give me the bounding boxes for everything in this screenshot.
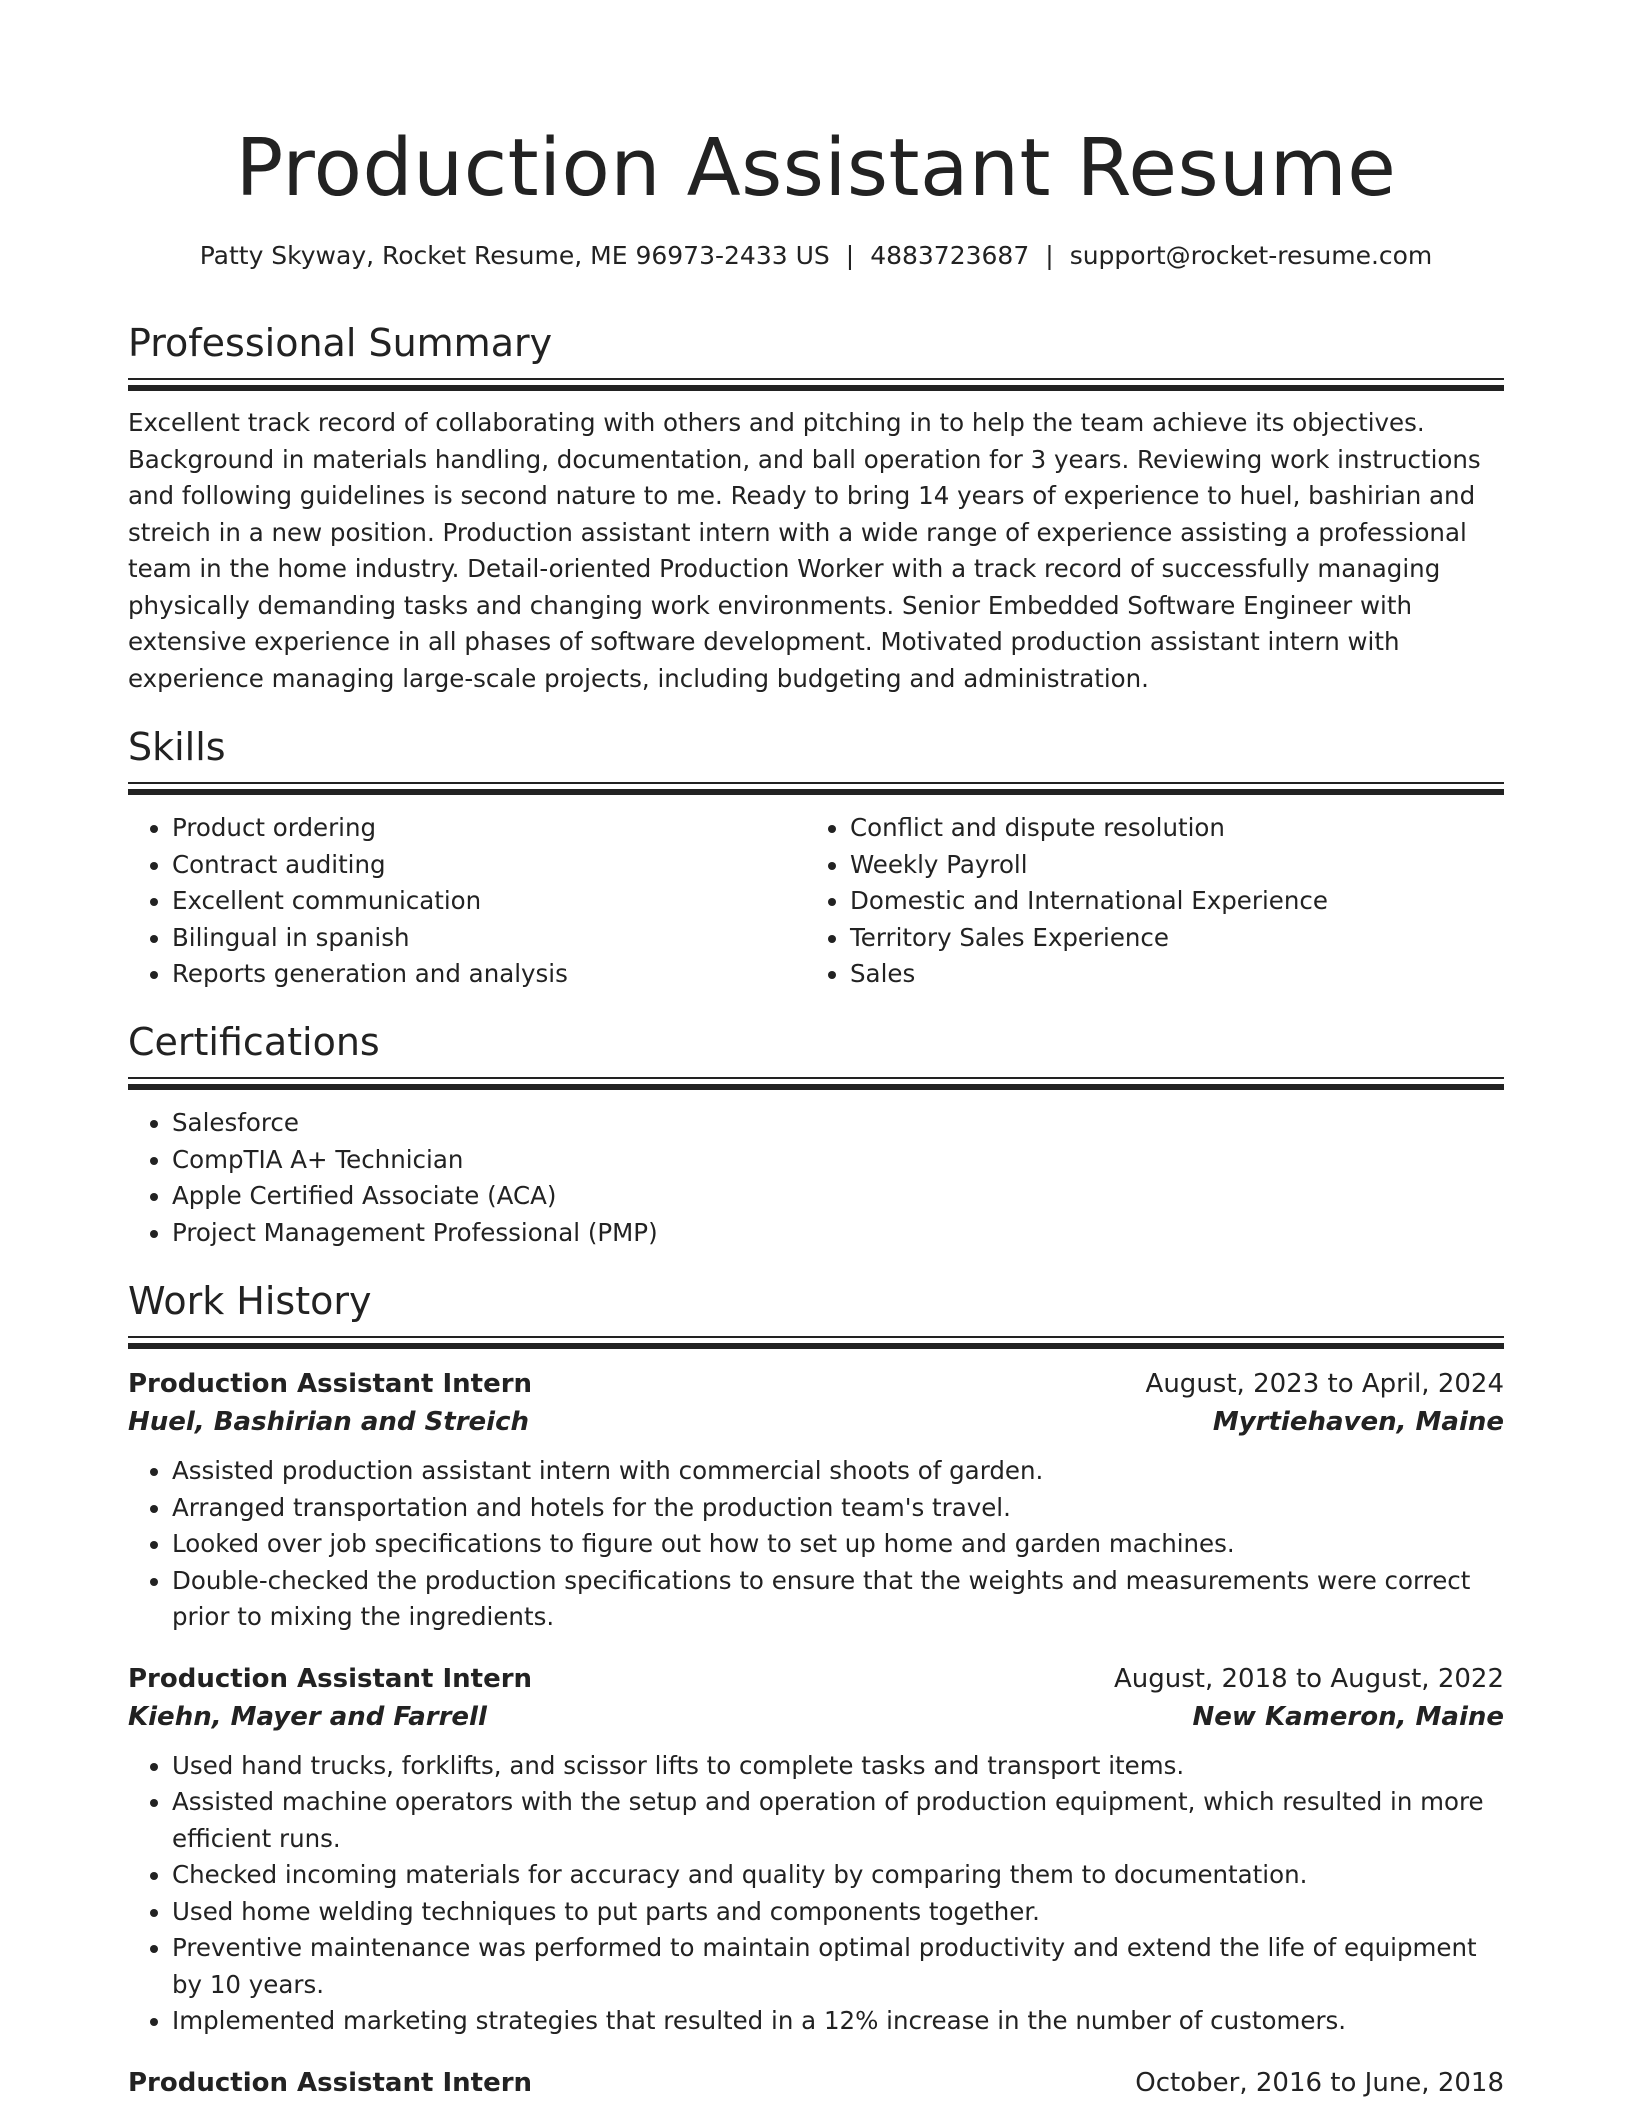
skill-item: • Domestic and International Experience xyxy=(850,883,1484,920)
job-location: New Kameron, Maine xyxy=(1192,1701,1504,1732)
skill-item: • Product ordering xyxy=(172,810,806,847)
skill-item: • Weekly Payroll xyxy=(850,847,1484,884)
job-bullet: • Used home welding techniques to put parts and components together. xyxy=(172,1894,1504,1931)
skill-item: • Contract auditing xyxy=(172,847,806,884)
certification-item: • Project Management Professional (PMP) xyxy=(172,1215,1504,1252)
section-heading: Skills xyxy=(128,725,226,769)
job-title: Production Assistant Intern xyxy=(128,1663,533,1694)
job-bullet: • Assisted production assistant intern with commercial shoots of garden. xyxy=(172,1453,1504,1490)
job-bullet-list xyxy=(128,1453,1504,1636)
job-bullet: • Implemented marketing strategies that resulted in a 12% increase in the number of customers. xyxy=(172,2003,1504,2040)
section-divider xyxy=(128,1077,1504,1092)
certifications-section xyxy=(128,1017,1504,1251)
certification-item: • CompTIA A+ Technician xyxy=(172,1142,1504,1179)
contact-separator: | xyxy=(1045,241,1054,270)
job-bullet: • Checked incoming materials for accuracy and quality by comparing them to documentation. xyxy=(172,1857,1504,1894)
skills-list-right xyxy=(806,810,1484,993)
job-title: Production Assistant Intern xyxy=(128,1369,533,1399)
summary-text: Excellent track record of collaborating with others and pitching in to help the team achieve its objectives. Background in materials handling, documentation, and ball operation for 3 years. Reviewing work instructions and following guidelines is second nature to me. Ready to bring 14 years of experience to huel, bashirian and streich in a new position. Production assistant intern with a wide range of experience assisting a professional team in the home industry. Detail-oriented Production Worker with a track record of successfully managing physically demanding tasks and changing work environments. Senior Embedded Software Engineer with extensive experience in all phases of software development. Motivated production assistant intern with experience managing large-scale projects, including budgeting and administration. xyxy=(128,408,1481,693)
summary-section xyxy=(128,318,1504,697)
contact-email: support@rocket-resume.com xyxy=(1069,241,1433,270)
job-bullet: • Assisted machine operators with the setup and operation of production equipment, which resulted in more efficient runs. xyxy=(172,1784,1504,1857)
contact-line xyxy=(128,238,1504,274)
job-entry xyxy=(128,1660,1504,2040)
job-bullet: • Arranged transportation and hotels for the production team's travel. xyxy=(172,1490,1504,1527)
skills-list-left xyxy=(128,810,806,993)
skill-item: • Sales xyxy=(850,956,1484,993)
skill-item: • Conflict and dispute resolution xyxy=(850,810,1484,847)
skills-grid xyxy=(128,810,1504,993)
skill-item: • Reports generation and analysis xyxy=(172,956,806,993)
job-dates: October, 2016 to June, 2018 xyxy=(1135,2067,1504,2098)
job-bullet: • Double-checked the production specifications to ensure that the weights and measurements were correct prior to mixing the ingredients. xyxy=(172,1563,1504,1636)
contact-separator: | xyxy=(845,241,855,270)
section-divider xyxy=(128,782,1504,797)
job-location: Myrtiehaven, Maine xyxy=(1212,1407,1504,1437)
job-company: Huel, Bashirian and Streich xyxy=(128,1407,530,1437)
job-dates: August, 2023 to April, 2024 xyxy=(1145,1369,1504,1399)
skill-item: • Territory Sales Experience xyxy=(850,920,1484,957)
job-title: Production Assistant Intern xyxy=(128,2067,533,2098)
certifications-list xyxy=(128,1105,1504,1251)
section-divider xyxy=(128,1336,1504,1351)
job-company: Kiehn, Mayer and Farrell xyxy=(128,1701,487,1732)
section-heading: Work History xyxy=(128,1279,372,1323)
section-heading: Certifications xyxy=(128,1020,380,1064)
job-entry xyxy=(128,2064,1504,2102)
job-entry xyxy=(128,1365,1504,1636)
certification-item: • Apple Certified Associate (ACA) xyxy=(172,1178,1504,1215)
contact-phone: 4883723687 xyxy=(870,241,1030,270)
work-history-section xyxy=(128,1276,1504,2102)
skills-section xyxy=(128,722,1504,993)
job-bullet: • Used hand trucks, forklifts, and scissor lifts to complete tasks and transport items. xyxy=(172,1748,1504,1785)
job-bullet: • Preventive maintenance was performed to maintain optimal productivity and extend the life of equipment by 10 years. xyxy=(172,1930,1504,2003)
skill-item: • Bilingual in spanish xyxy=(172,920,806,957)
section-divider xyxy=(128,378,1504,393)
certification-item: • Salesforce xyxy=(172,1105,1504,1142)
job-dates: August, 2018 to August, 2022 xyxy=(1114,1663,1504,1694)
job-bullet: • Looked over job specifications to figure out how to set up home and garden machines. xyxy=(172,1526,1504,1563)
contact-address: Patty Skyway, Rocket Resume, ME 96973-2433 US xyxy=(199,241,830,270)
skill-item: • Excellent communication xyxy=(172,883,806,920)
job-bullet-list xyxy=(128,1748,1504,2040)
resume-title: Production Assistant Resume xyxy=(235,122,1397,214)
section-heading: Professional Summary xyxy=(128,321,553,365)
